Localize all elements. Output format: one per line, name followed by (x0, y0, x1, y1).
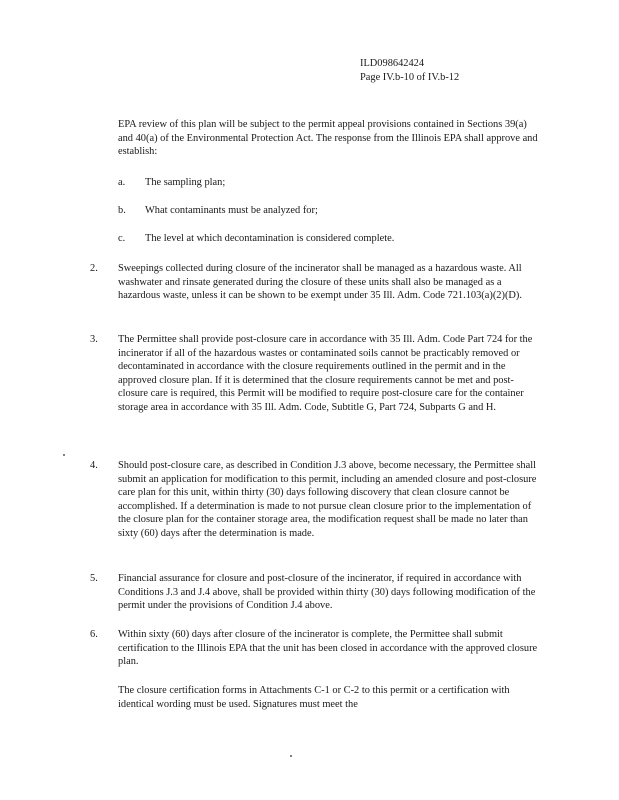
item-text: The Permittee shall provide post-closure care in accordance with 35 Ill. Adm. Code Part 724 for the incinerator if all of the hazardous wastes or contaminated soils cannot be practicably removed or decontaminated in accordance with the closure requirements outlined in the permit and in the approved closure plan. If it is determined that the closure requirements cannot be met and post-closure care is required, this Permit will be modified to require post-closure care for the container storage area in accordance with 35 Ill. Adm. Code, Subtitle G, Part 724, Subparts G and H. (118, 334, 533, 413)
scan-speck (63, 454, 65, 456)
sub-item-letter: a. (118, 177, 126, 188)
page-reference: Page IV.b-10 of IV.b-12 (360, 71, 460, 83)
scan-speck (290, 755, 292, 757)
condition-item-5 (90, 572, 542, 613)
item-text: Sweepings collected during closure of the incinerator shall be managed as a hazardous waste. All washwater and rinsate generated during the closure of these units shall also be managed as a hazardous waste, unless it can be shown to be exempt under 35 Ill. Adm. Code 721.103(a)(2)(D). (118, 263, 522, 302)
sub-item-text: What contaminants must be analyzed for; (145, 205, 318, 216)
item-text: Within sixty (60) days after closure of the incinerator is complete, the Permittee shall submit certification to the Illinois EPA that the unit has been closed in accordance with the approved closure plan. (118, 629, 538, 668)
page-header (360, 57, 459, 84)
document-id: ILD098642424 (360, 58, 425, 69)
item-number: 3. (90, 334, 98, 345)
intro-paragraph: EPA review of this plan will be subject to the permit appeal provisions contained in Sections 39(a) and 40(a) of the Environmental Protection Act. The response from the Illinois EPA shall approve and establish: (118, 119, 538, 158)
item-text: Should post-closure care, as described in Condition J.3 above, become necessary, the Permittee shall submit an application for modification to this permit, including an amended closure and post-closure care plan for this unit, within thirty (30) days following discovery that clean closure cannot be accomplished. If a determination is made to not pursue clean closure prior to the implementation of the closure plan for the container storage area, the modification request shall be made no later than sixty (60) days after the determination is made. (118, 460, 537, 539)
item-number: 2. (90, 263, 98, 274)
sub-item-letter: b. (118, 205, 126, 216)
item-text: Financial assurance for closure and post-closure of the incinerator, if required in accordance with Conditions J.3 and J.4 above, shall be provided within thirty (30) days following modification of the permit under the provisions of Condition J.4 above. (118, 573, 536, 612)
sub-item-letter: c. (118, 233, 126, 244)
condition-item-3 (90, 333, 542, 415)
item-number: 6. (90, 629, 98, 640)
condition-item-2 (90, 262, 542, 303)
condition-item-4 (90, 459, 542, 541)
closing-paragraph: The closure certification forms in Attachments C-1 or C-2 to this permit or a certification with identical wording must be used. Signatures must meet the (118, 685, 510, 710)
condition-item-6 (90, 628, 542, 669)
item-number: 4. (90, 460, 98, 471)
sub-item-text: The sampling plan; (145, 177, 226, 188)
sub-item-a (118, 176, 542, 190)
item-number: 5. (90, 573, 98, 584)
sub-item-c (118, 232, 542, 246)
sub-item-text: The level at which decontamination is considered complete. (145, 233, 395, 244)
sub-item-b (118, 204, 542, 218)
